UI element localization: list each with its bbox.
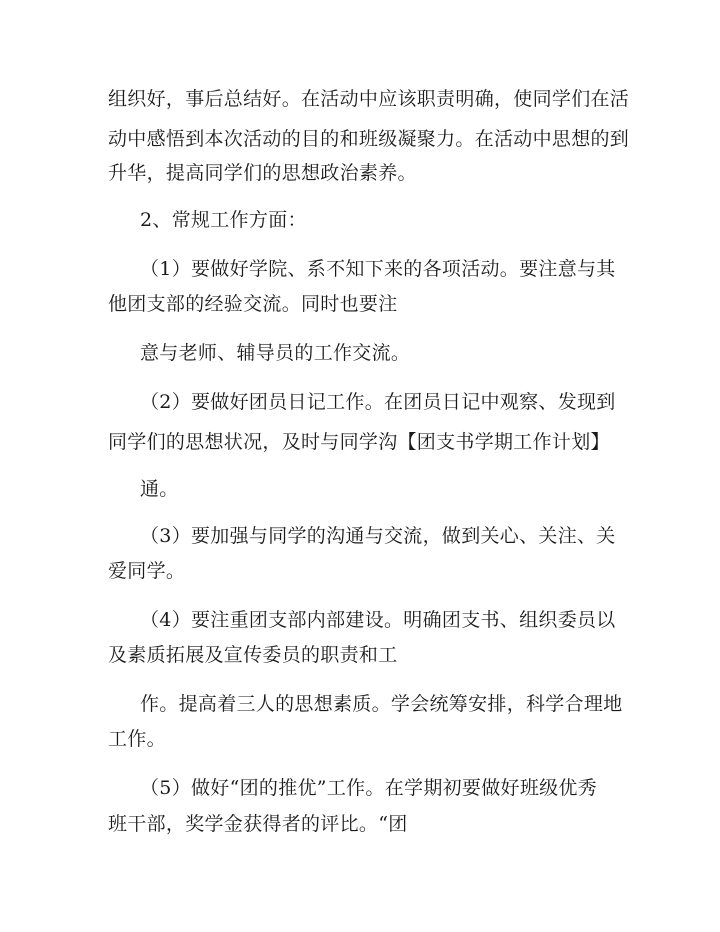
text-line: （2）要做好团员日记工作。在团员日记中观察、发现到 [140, 391, 616, 413]
text-line: 班干部，奖学金获得者的评比。“团 [108, 813, 408, 835]
text-line: 他团支部的经验交流。同时也要注 [108, 293, 398, 315]
text-line: 2、常规工作方面： [140, 209, 307, 231]
text-line: 通。 [140, 478, 179, 500]
text-line: 升华，提高同学们的思想政治素养。 [108, 162, 417, 184]
text-line: 同学们的思想状况，及时与同学沟【团支书学期工作计划】 [108, 431, 610, 453]
text-line: 动中感悟到本次活动的目的和班级凝聚力。在活动中思想的到 [108, 128, 630, 150]
text-line: （1）要做好学院、系不知下来的各项活动。要注意与其 [140, 258, 616, 280]
text-line: 及素质拓展及宣传委员的职责和工 [108, 644, 398, 666]
text-line: （5）做好“团的推优”工作。在学期初要做好班级优秀 [140, 777, 598, 799]
text-line: 作。提高着三人的思想素质。学会统筹安排，科学合理地 [140, 693, 623, 715]
text-line: 工作。 [108, 728, 166, 750]
text-line: （4）要注重团支部内部建设。明确团支书、组织委员以 [140, 609, 616, 631]
text-line: 意与老师、辅导员的工作交流。 [140, 342, 411, 364]
text-line: 爱同学。 [108, 560, 186, 582]
text-line: 组织好，事后总结好。在活动中应该职责明确，使同学们在活 [108, 88, 630, 110]
text-line: （3）要加强与同学的沟通与交流，做到关心、关注、关 [140, 525, 616, 547]
